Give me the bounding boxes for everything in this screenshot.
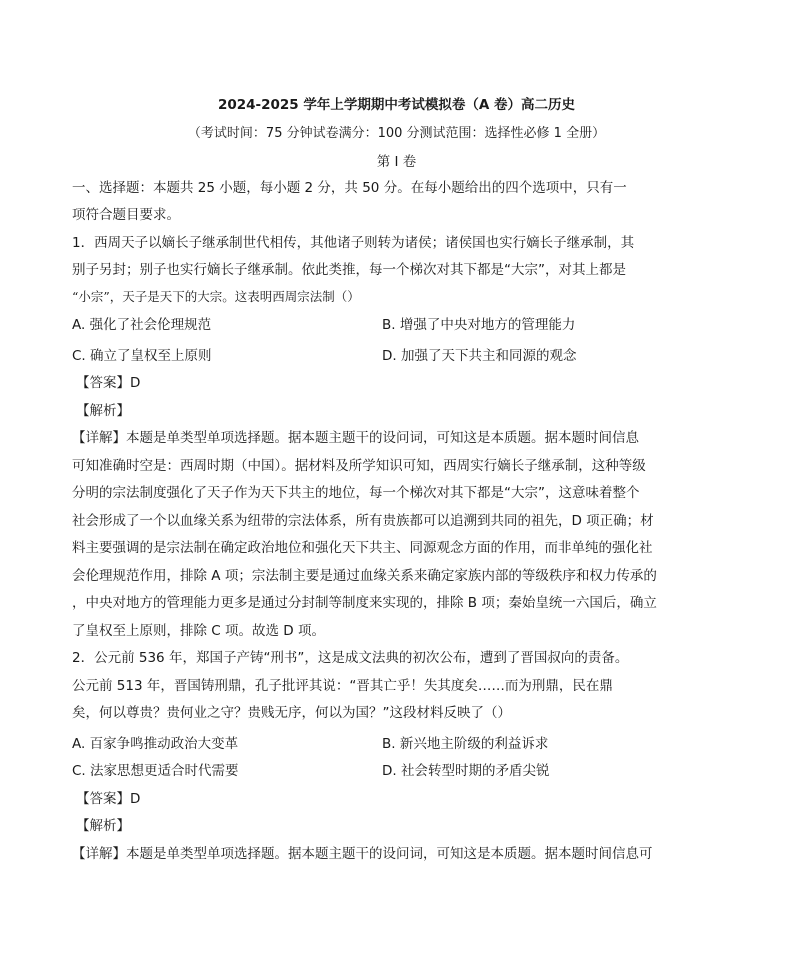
q2-option-a: A. 百家争鸣推动政治大变革 xyxy=(72,736,239,752)
q1-stem-line1: 1．西周天子以嫡长子继承制世代相传，其他诸子则转为诸侯；诸侯国也实行嫡长子继承制，其 xyxy=(72,235,635,251)
q2-option-c: C. 法家思想更适合时代需要 xyxy=(72,763,239,779)
q1-option-c: C. 确立了皇权至上原则 xyxy=(72,348,212,364)
q2-stem-line2: 公元前 513 年，晋国铸刑鼎，孔子批评其说：“晋其亡乎！失其度矣……而为刑鼎，民在鼎 xyxy=(72,678,613,694)
q1-stem-line3: “小宗”，天子是天下的大宗。这表明西周宗法制（） xyxy=(72,289,360,304)
q2-answer: 【答案】D xyxy=(76,791,141,807)
volume-heading: 第 I 卷 xyxy=(376,154,417,170)
exam-subtitle: （考试时间：75 分钟试卷满分：100 分测试范围：选择性必修 1 全册） xyxy=(187,126,606,141)
q1-answer: 【答案】D xyxy=(76,375,141,391)
q1-option-d: D. 加强了天下共主和同源的观念 xyxy=(382,348,577,364)
q1-option-a: A. 强化了社会伦理规范 xyxy=(72,317,212,333)
q1-detail-line: 可知准确时空是：西周时期（中国）。据材料及所学知识可知，西周实行嫡长子继承制，这种等级 xyxy=(72,458,646,474)
q2-analysis-label: 【解析】 xyxy=(76,818,130,834)
q1-option-b: B. 增强了中央对地方的管理能力 xyxy=(382,317,576,333)
q2-stem-line1: 2．公元前 536 年，郑国子产铸“刑书”，这是成文法典的初次公布，遭到了晋国叔向的责备。 xyxy=(72,650,629,666)
q1-detail-line: 分明的宗法制度强化了天子作为天下共主的地位，每一个梯次对其下都是“大宗”，这意味着整个 xyxy=(72,485,640,501)
exam-title: 2024-2025 学年上学期期中考试模拟卷（A 卷）高二历史 xyxy=(217,97,576,113)
section-instructions-line1: 一、选择题：本题共 25 小题，每小题 2 分，共 50 分。在每小题给出的四个选项中，只有一 xyxy=(72,180,627,196)
q1-detail-line: ，中央对地方的管理能力更多是通过分封制等制度来实现的，排除 B 项；秦始皇统一六国后，确立 xyxy=(72,595,657,611)
q2-option-d: D. 社会转型时期的矛盾尖锐 xyxy=(382,763,550,779)
q2-detail-line: 【详解】本题是单类型单项选择题。据本题主题干的设问词，可知这是本质题。据本题时间信息可 xyxy=(72,846,653,862)
q1-detail-line: 【详解】本题是单类型单项选择题。据本题主题干的设问词，可知这是本质题。据本题时间信息 xyxy=(72,430,639,446)
q1-analysis-label: 【解析】 xyxy=(76,403,130,419)
q2-stem-line3: 矣，何以尊贵？贵何业之守？贵贱无序，何以为国？”这段材料反映了（） xyxy=(72,705,511,721)
q1-detail-line: 社会形成了一个以血缘关系为纽带的宗法体系，所有贵族都可以追溯到共同的祖先，D 项正确；材 xyxy=(72,513,654,529)
section-instructions-line2: 项符合题目要求。 xyxy=(72,207,180,223)
q1-detail-line: 了皇权至上原则，排除 C 项。故选 D 项。 xyxy=(72,623,325,639)
q2-option-b: B. 新兴地主阶级的利益诉求 xyxy=(382,736,549,752)
q1-detail-line: 会伦理规范作用，排除 A 项；宗法制主要是通过血缘关系来确定家族内部的等级秩序和权力传承的 xyxy=(72,568,657,584)
q1-detail-line: 料主要强调的是宗法制在确定政治地位和强化天下共主、同源观念方面的作用，而非单纯的强化社 xyxy=(72,540,653,556)
q1-stem-line2: 别子另封；别子也实行嫡长子继承制。依此类推，每一个梯次对其下都是“大宗”，对其上都是 xyxy=(72,262,626,278)
